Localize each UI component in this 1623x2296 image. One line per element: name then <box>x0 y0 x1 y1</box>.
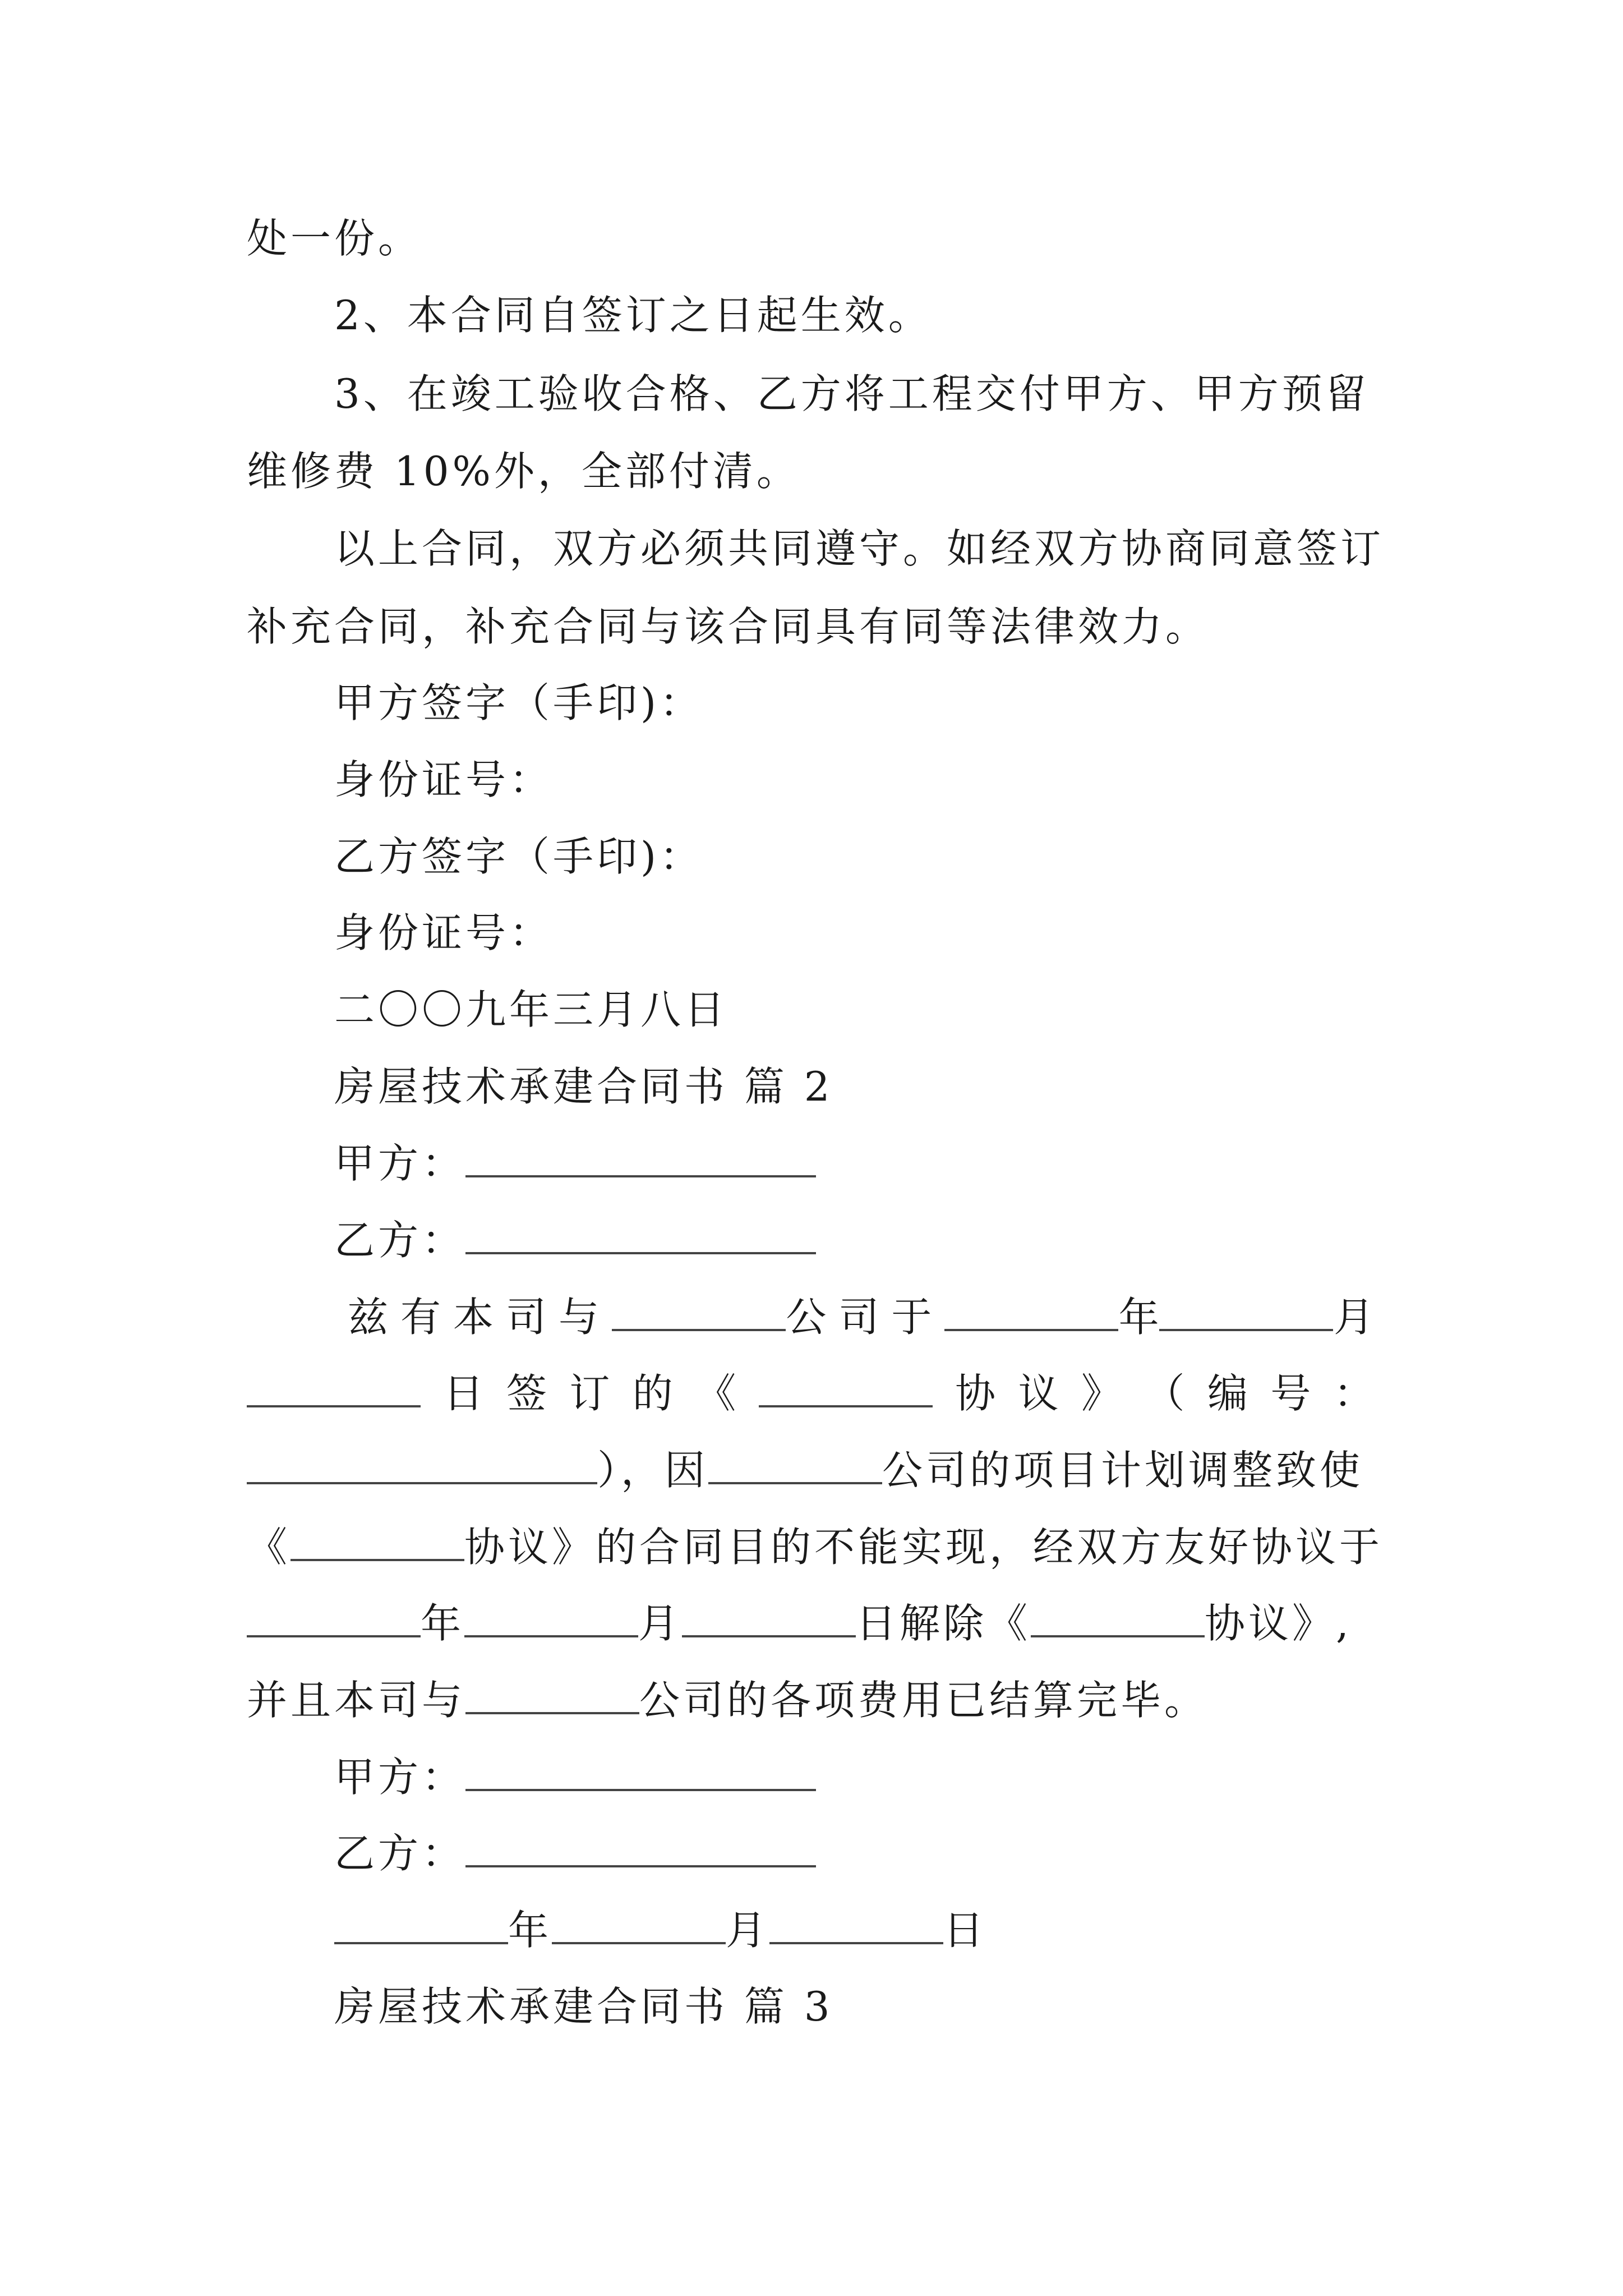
text-fragment: 并且本司与 <box>247 1677 466 1724</box>
text-fragment: 兹有本司与 <box>348 1294 612 1341</box>
fill-blank[interactable] <box>552 1902 726 1944</box>
fill-blank[interactable] <box>465 1672 639 1714</box>
date-year-label: 年 <box>508 1907 552 1954</box>
text-fragment: 编 <box>1207 1370 1248 1417</box>
party-b-label: 乙方： <box>334 1830 466 1877</box>
fill-blank[interactable] <box>465 1135 816 1177</box>
text-fragment: 年 <box>1118 1294 1159 1341</box>
party-b-field <box>334 1825 816 1881</box>
text-line: 3、在竣工验收合格、乙方将工程交付甲方、甲方预留 <box>334 370 1370 417</box>
fill-blank[interactable] <box>708 1442 882 1484</box>
text-fragment: 《 <box>695 1370 736 1417</box>
text-fragment: 公司的各项费用已结算完毕。 <box>639 1677 1209 1724</box>
text-fragment: 公司于 <box>786 1294 944 1341</box>
party-a-label: 甲方： <box>334 1140 466 1187</box>
text-line: 以上合同，双方必须共同遵守。如经双方协商同意签订 <box>334 525 1385 572</box>
party-a-field <box>334 1135 816 1191</box>
fill-blank[interactable] <box>612 1289 786 1331</box>
text-line: 处一份。 <box>247 215 422 262</box>
party-a-field <box>334 1749 816 1805</box>
text-fragment: （ <box>1144 1370 1185 1417</box>
text-fragment: 订 <box>569 1370 610 1417</box>
text-fragment: 日解除《 <box>856 1600 1031 1647</box>
fill-blank[interactable] <box>291 1519 464 1561</box>
text-fragment: ），因 <box>597 1447 709 1494</box>
fill-blank[interactable] <box>1031 1595 1205 1637</box>
fill-blank[interactable] <box>465 1212 816 1254</box>
text-fragment: ： <box>1333 1370 1374 1417</box>
date-field <box>334 1902 987 1958</box>
text-fragment: 月 <box>638 1600 683 1647</box>
text-line: 维修费 10%外，全部付清。 <box>247 448 800 495</box>
id-number-label: 身份证号： <box>334 756 554 803</box>
text-fragment: 协议》的合同目的不能实现，经双方友好协议于 <box>464 1524 1384 1571</box>
agreement-line-1 <box>348 1289 1374 1345</box>
date-month-label: 月 <box>726 1907 770 1954</box>
text-fragment: 签 <box>506 1370 547 1417</box>
party-a-label: 甲方： <box>334 1754 466 1801</box>
text-fragment: 的 <box>632 1370 673 1417</box>
text-fragment: 号 <box>1270 1370 1311 1417</box>
text-fragment: 议 <box>1018 1370 1059 1417</box>
text-fragment: 月 <box>1333 1294 1374 1341</box>
agreement-line-3 <box>247 1442 1363 1498</box>
text-fragment: 年 <box>421 1600 465 1647</box>
signature-label-party-b: 乙方签字（手印)： <box>334 833 704 880</box>
section-title: 房屋技术承建合同书 篇 3 <box>334 1983 833 2030</box>
fill-blank[interactable] <box>1159 1289 1333 1331</box>
agreement-line-2 <box>247 1365 1374 1421</box>
fill-blank[interactable] <box>247 1365 421 1407</box>
signature-label-party-a: 甲方签字（手印)： <box>334 679 704 726</box>
fill-blank[interactable] <box>465 1825 816 1867</box>
section-title: 房屋技术承建合同书 篇 2 <box>334 1063 833 1110</box>
fill-blank[interactable] <box>759 1365 933 1407</box>
fill-blank[interactable] <box>769 1902 943 1944</box>
text-fragment: 《 <box>247 1524 291 1571</box>
text-fragment: 公司的项目计划调整致使 <box>882 1447 1364 1494</box>
party-b-label: 乙方： <box>334 1217 466 1264</box>
text-line: 补充合同，补充合同与该合同具有同等法律效力。 <box>247 603 1210 650</box>
fill-blank[interactable] <box>247 1595 421 1637</box>
text-line: 2、本合同自签订之日起生效。 <box>334 292 932 339</box>
id-number-label: 身份证号： <box>334 909 554 956</box>
fill-blank[interactable] <box>465 1749 816 1791</box>
fill-blank[interactable] <box>464 1595 638 1637</box>
fill-blank[interactable] <box>247 1442 597 1484</box>
date-day-label: 日 <box>943 1907 988 1954</box>
agreement-line-4 <box>247 1519 1383 1575</box>
contract-date: 二〇〇九年三月八日 <box>334 986 728 1033</box>
fill-blank[interactable] <box>334 1902 508 1944</box>
agreement-line-5 <box>247 1595 1352 1651</box>
text-fragment: 协议》, <box>1205 1600 1352 1647</box>
party-b-field <box>334 1212 816 1268</box>
fill-blank[interactable] <box>944 1289 1118 1331</box>
agreement-line-6 <box>247 1672 1208 1728</box>
fill-blank[interactable] <box>682 1595 856 1637</box>
text-fragment: 日 <box>443 1370 484 1417</box>
text-fragment: 》 <box>1081 1370 1122 1417</box>
text-fragment: 协 <box>955 1370 996 1417</box>
